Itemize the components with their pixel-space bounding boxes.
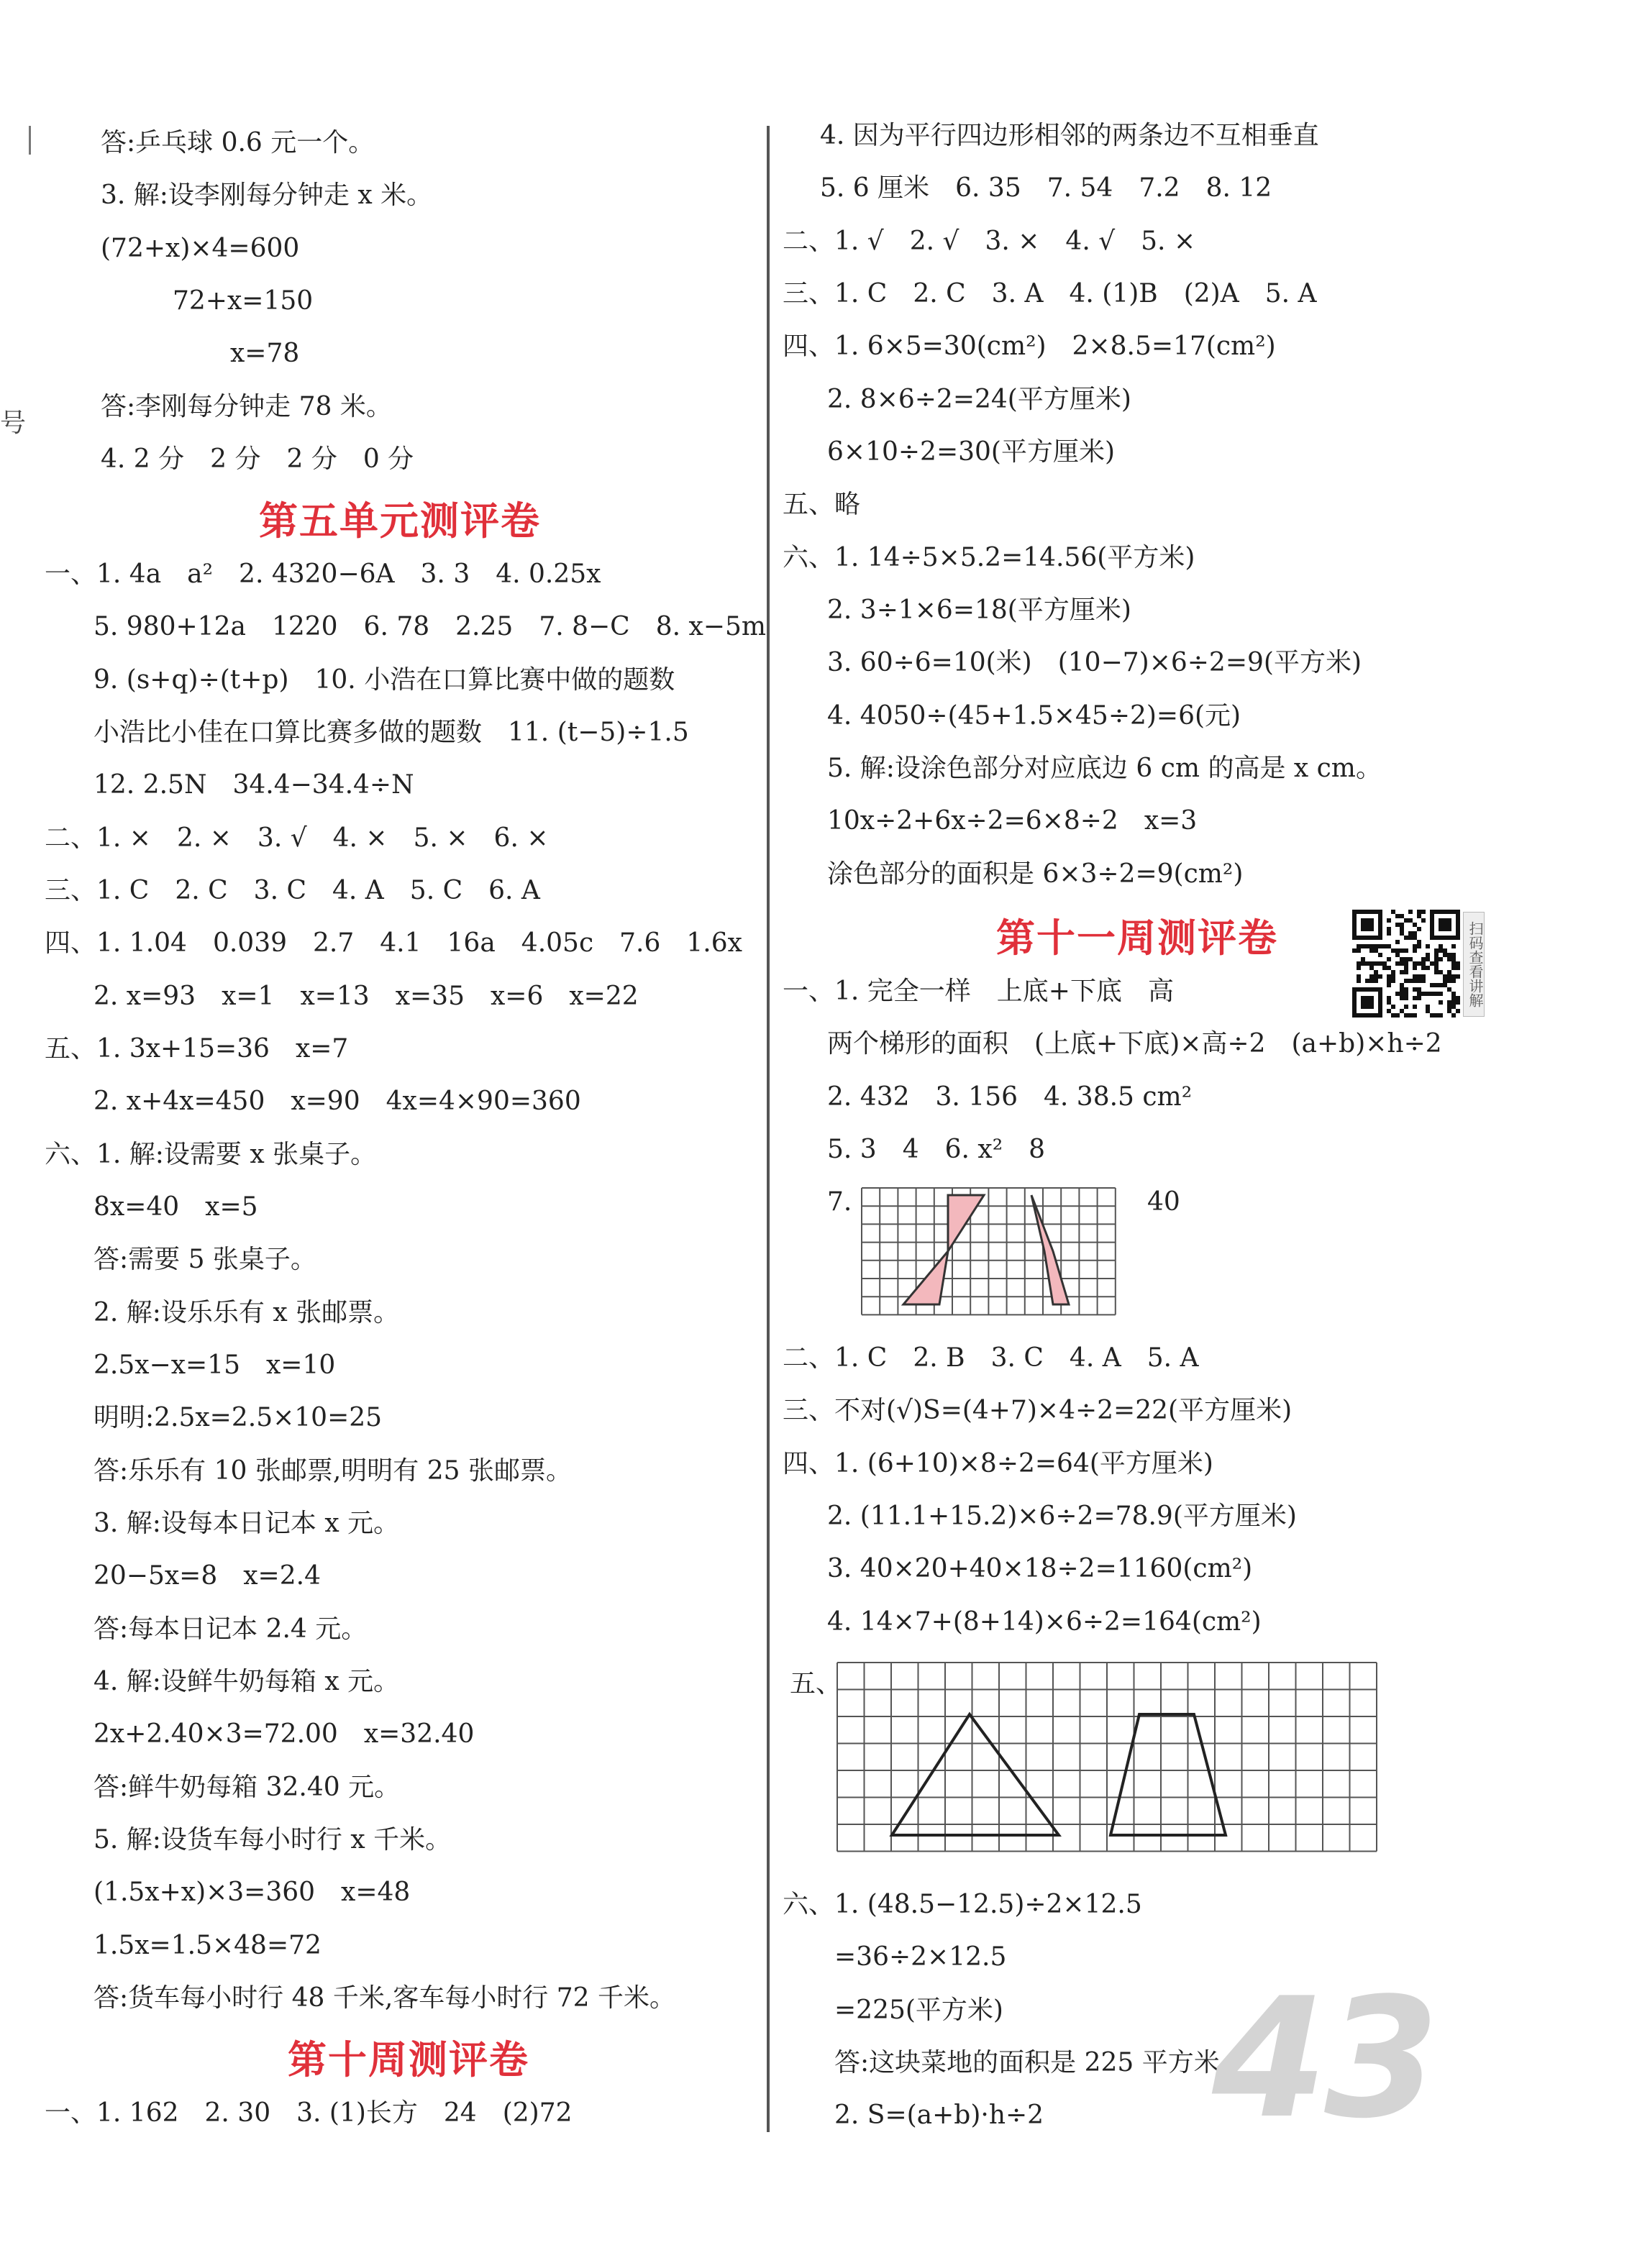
qr-label: 扫码查看讲解: [1463, 912, 1485, 1017]
left-answer-line-34: 答:货车每小时行 48 千米,客车每小时行 72 千米。: [94, 1983, 675, 2013]
left-answer-line-32: (1.5x+x)×3=360 x=48: [94, 1878, 411, 1907]
left-answer-line-23: 明明:2.5x=2.5×10=25: [94, 1403, 383, 1432]
right-answer-line-23: 四、1. (6+10)×8÷2=64(平方厘米): [783, 1449, 1213, 1478]
right-answer-line-1: 5. 6 厘米 6. 35 7. 54 7.2 8. 12: [820, 173, 1272, 203]
left-answer-line-21: 2. 解:设乐乐有 x 张邮票。: [94, 1298, 400, 1327]
right-answer-line-9: 2. 3÷1×6=18(平方厘米): [827, 595, 1131, 625]
left-answer-line-13: 三、1. C 2. C 3. C 4. A 5. C 6. A: [45, 876, 540, 905]
left-answer-line-1: 3. 解:设李刚每分钟走 x 米。: [101, 180, 433, 210]
left-section-heading-0: 第五单元测评卷: [259, 498, 541, 544]
left-answer-line-31: 5. 解:设货车每小时行 x 千米。: [94, 1825, 452, 1855]
left-answer-line-27: 答:每本日记本 2.4 元。: [94, 1614, 368, 1644]
left-answer-line-22: 2.5x−x=15 x=10: [94, 1350, 336, 1380]
left-answer-line-7: 一、1. 4a a² 2. 4320−6A 3. 3 4. 0.25x: [45, 559, 601, 589]
side-character: 号: [0, 408, 27, 438]
left-answer-line-2: (72+x)×4=600: [101, 234, 300, 263]
right-answer-line-17: 2. 432 3. 156 4. 38.5 cm²: [827, 1082, 1193, 1112]
left-margin-mark: [29, 126, 31, 155]
right-answer-line-27: 五、: [790, 1669, 842, 1698]
right-answer-line-19: 7.: [827, 1187, 852, 1217]
left-answer-line-14: 四、1. 1.04 0.039 2.7 4.1 16a 4.05c 7.6 1.6x: [45, 928, 742, 958]
left-answer-line-0: 答:乒乓球 0.6 元一个。: [101, 128, 375, 157]
left-answer-line-10: 小浩比小佳在口算比赛多做的题数 11. (t−5)÷1.5: [94, 718, 689, 747]
right-section-heading-0: 第十一周测评卷: [996, 915, 1278, 961]
left-answer-line-4: x=78: [230, 339, 300, 368]
column-divider: [767, 126, 770, 2132]
right-answer-line-6: 6×10÷2=30(平方厘米): [827, 437, 1116, 467]
left-answer-line-5: 答:李刚每分钟走 78 米。: [101, 392, 392, 421]
right-answer-line-2: 二、1. √ 2. √ 3. × 4. √ 5. ×: [783, 227, 1196, 256]
right-answer-line-10: 3. 60÷6=10(米) (10−7)×6÷2=9(平方米): [827, 648, 1362, 677]
right-answer-line-12: 5. 解:设涂色部分对应底边 6 cm 的高是 x cm。: [827, 754, 1382, 783]
left-answer-line-33: 1.5x=1.5×48=72: [94, 1931, 322, 1960]
left-answer-line-19: 8x=40 x=5: [94, 1192, 258, 1222]
left-answer-line-12: 二、1. × 2. × 3. √ 4. × 5. × 6. ×: [45, 823, 549, 853]
right-answer-line-11: 4. 4050÷(45+1.5×45÷2)=6(元): [827, 701, 1241, 731]
right-answer-line-4: 四、1. 6×5=30(cm²) 2×8.5=17(cm²): [783, 331, 1276, 361]
right-answer-line-32: 2. S=(a+b)·h÷2: [834, 2100, 1044, 2130]
left-answer-line-30: 答:鲜牛奶每箱 32.40 元。: [94, 1773, 401, 1802]
left-answer-line-3: 72+x=150: [173, 286, 314, 316]
right-answer-line-24: 2. (11.1+15.2)×6÷2=78.9(平方厘米): [827, 1501, 1297, 1531]
page-number: 43: [1212, 1963, 1437, 2155]
left-answer-line-25: 3. 解:设每本日记本 x 元。: [94, 1509, 400, 1538]
right-answer-line-0: 4. 因为平行四边形相邻的两条边不互相垂直: [820, 121, 1319, 150]
right-answer-line-3: 三、1. C 2. C 3. A 4. (1)B (2)A 5. A: [783, 279, 1317, 308]
right-answer-line-29: =36÷2×12.5: [834, 1942, 1007, 1972]
left-answer-line-15: 2. x=93 x=1 x=13 x=35 x=6 x=22: [94, 982, 639, 1011]
left-answer-line-18: 六、1. 解:设需要 x 张桌子。: [45, 1140, 377, 1169]
right-answer-line-30: =225(平方米): [834, 1995, 1003, 2025]
right-answer-line-14: 涂色部分的面积是 6×3÷2=9(cm²): [827, 859, 1244, 889]
right-answer-line-20: 40: [1147, 1187, 1180, 1217]
left-answer-line-6: 4. 2 分 2 分 2 分 0 分: [101, 444, 414, 474]
left-answer-line-20: 答:需要 5 张桌子。: [94, 1245, 316, 1274]
trapezoid-shape: [1111, 1714, 1226, 1835]
grid-figure-q7: [860, 1186, 1119, 1323]
left-answer-line-11: 12. 2.5N 34.4−34.4÷N: [94, 770, 414, 800]
right-answer-line-15: 一、1. 完全一样 上底+下底 高: [783, 977, 1174, 1006]
right-answer-line-22: 三、不对(√)S=(4+7)×4÷2=22(平方厘米): [783, 1396, 1293, 1425]
qr-code[interactable]: [1352, 910, 1460, 1018]
right-answer-line-8: 六、1. 14÷5×5.2=14.56(平方米): [783, 543, 1195, 572]
left-answer-line-26: 20−5x=8 x=2.4: [94, 1561, 321, 1591]
right-answer-line-13: 10x÷2+6x÷2=6×8÷2 x=3: [827, 806, 1198, 836]
left-answer-line-16: 五、1. 3x+15=36 x=7: [45, 1034, 349, 1064]
left-answer-line-24: 答:乐乐有 10 张邮票,明明有 25 张邮票。: [94, 1456, 572, 1486]
triangle-shape: [892, 1714, 1059, 1835]
right-answer-line-26: 4. 14×7+(8+14)×6÷2=164(cm²): [827, 1607, 1262, 1637]
right-answer-line-28: 六、1. (48.5−12.5)÷2×12.5: [783, 1890, 1142, 1919]
left-answer-line-29: 2x+2.40×3=72.00 x=32.40: [94, 1719, 475, 1749]
left-answer-line-17: 2. x+4x=450 x=90 4x=4×90=360: [94, 1087, 581, 1116]
right-answer-line-31: 答:这块菜地的面积是 225 平方米。: [834, 2048, 1246, 2077]
left-answer-line-35: 一、1. 162 2. 30 3. (1)长方 24 (2)72: [45, 2098, 573, 2128]
grid-figure-section5: [836, 1661, 1382, 1862]
left-section-heading-1: 第十周测评卷: [288, 2037, 529, 2082]
left-answer-line-28: 4. 解:设鲜牛奶每箱 x 元。: [94, 1667, 400, 1696]
right-answer-line-16: 两个梯形的面积 (上底+下底)×高÷2 (a+b)×h÷2: [827, 1029, 1442, 1058]
left-answer-line-9: 9. (s+q)÷(t+p) 10. 小浩在口算比赛中做的题数: [94, 665, 675, 695]
shaded-shape-right: [1031, 1195, 1069, 1304]
right-answer-line-5: 2. 8×6÷2=24(平方厘米): [827, 385, 1131, 414]
right-answer-line-25: 3. 40×20+40×18÷2=1160(cm²): [827, 1554, 1253, 1583]
left-answer-line-8: 5. 980+12a 1220 6. 78 2.25 7. 8−C 8. x−5m: [94, 612, 767, 641]
right-answer-line-7: 五、略: [783, 490, 861, 519]
right-answer-line-21: 二、1. C 2. B 3. C 4. A 5. A: [783, 1343, 1199, 1373]
right-answer-line-18: 5. 3 4 6. x² 8: [827, 1135, 1046, 1164]
